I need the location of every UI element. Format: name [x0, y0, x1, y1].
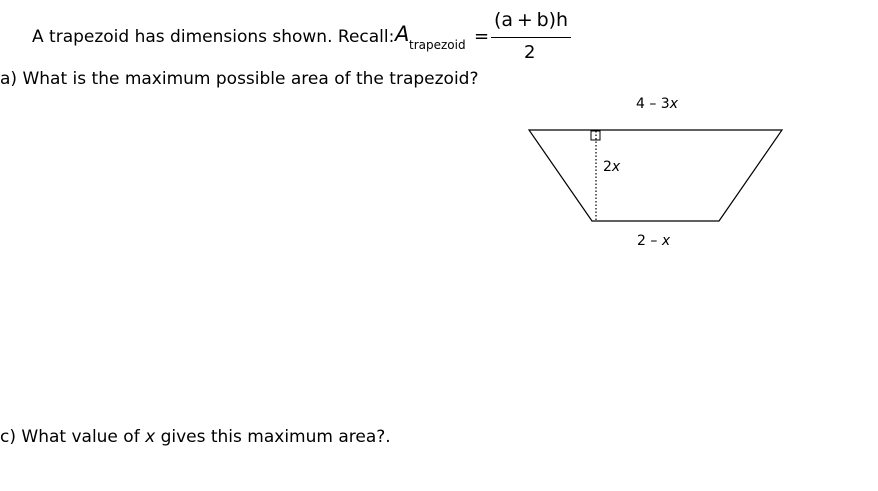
intro-text: A trapezoid has dimensions shown. Recall:: [32, 27, 395, 47]
question-c-variable: x: [145, 427, 156, 447]
height-label-var: x: [611, 159, 621, 175]
trapezoid-shape: [529, 130, 782, 221]
top-base-label: [636, 96, 678, 112]
question-c-text-before: What value of: [21, 427, 140, 447]
formula-equals: =: [474, 26, 490, 47]
top-base-label-var: x: [669, 96, 679, 112]
question-c: [0, 427, 391, 447]
formula-subscript: trapezoid: [409, 38, 466, 52]
height-label-coef: 2: [603, 159, 612, 175]
formula-denominator: 2: [524, 42, 536, 63]
question-c-text-after: gives this maximum area?.: [160, 427, 391, 447]
question-a-text: What is the maximum possible area of the trapezoid?: [22, 69, 479, 89]
bottom-base-label: [637, 233, 670, 249]
bottom-base-label-coef: 2 –: [637, 233, 662, 249]
formula-area-symbol: A: [395, 22, 410, 46]
formula-numerator: (a + b)h: [494, 9, 569, 31]
top-base-label-coef: 4 – 3: [636, 96, 670, 112]
height-label: [603, 159, 620, 175]
question-a-label: a): [0, 69, 18, 89]
question-c-label: c): [0, 427, 16, 447]
bottom-base-label-var: x: [661, 233, 671, 249]
